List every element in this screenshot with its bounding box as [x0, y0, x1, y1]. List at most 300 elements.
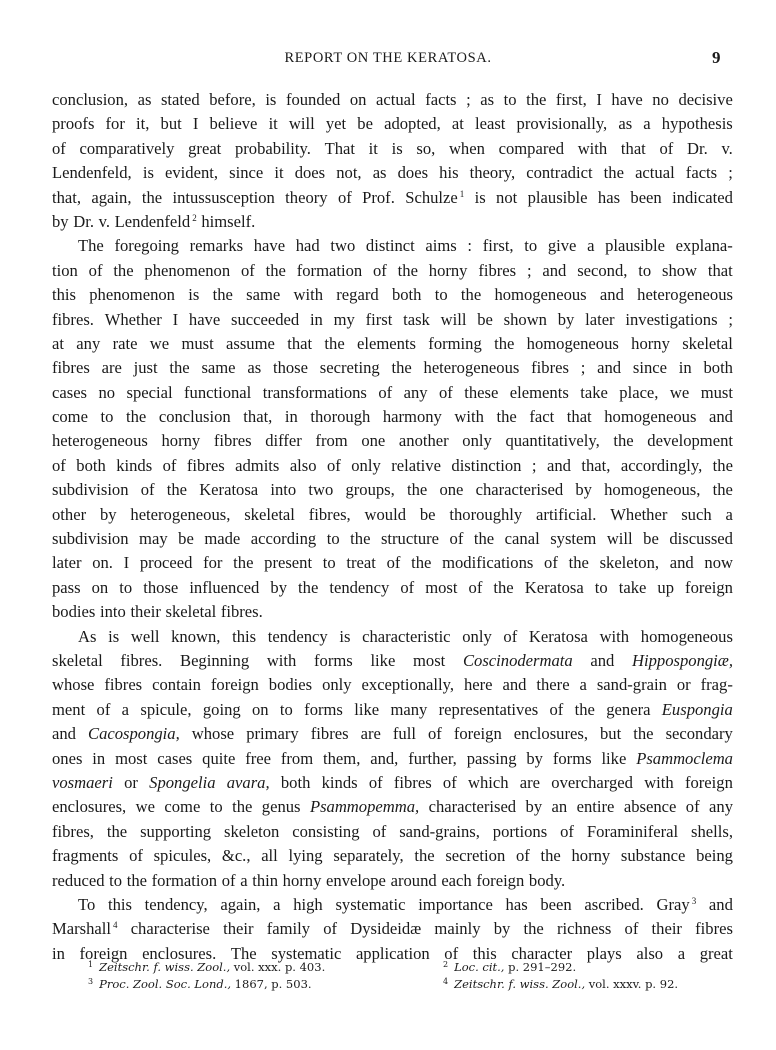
text: shells,	[691, 821, 733, 841]
word	[527, 259, 532, 283]
text: portions	[492, 821, 548, 841]
text: v.	[98, 211, 110, 231]
text: and	[590, 650, 615, 670]
text: characterise	[130, 919, 210, 939]
word	[548, 234, 577, 258]
text: we	[669, 382, 690, 402]
text: mainly	[434, 919, 481, 939]
word	[372, 820, 386, 844]
text: the	[493, 577, 514, 597]
word	[392, 283, 422, 307]
word	[140, 820, 211, 844]
word	[126, 381, 172, 405]
text: bodies	[268, 675, 313, 695]
word	[52, 795, 126, 819]
word	[463, 649, 573, 673]
footnote-source-title: Zeitschr. f. wiss. Zool.,	[454, 977, 586, 991]
text: does	[397, 163, 429, 183]
word	[350, 917, 421, 941]
text: relative	[391, 455, 441, 475]
text: systematic	[271, 943, 342, 963]
text-line	[52, 551, 733, 575]
text: fact	[529, 407, 555, 427]
word	[311, 722, 349, 746]
text: the	[712, 480, 733, 500]
text: thin	[252, 870, 279, 890]
text: v.	[721, 138, 733, 158]
text: accordingly,	[620, 455, 703, 475]
text: artificial.	[536, 504, 597, 524]
text: an	[551, 797, 568, 817]
text-line-words	[52, 795, 733, 819]
text-line	[52, 161, 733, 185]
text: as	[247, 358, 262, 378]
text-line-words	[52, 747, 733, 771]
word	[141, 478, 155, 502]
word	[140, 551, 193, 575]
text: richness	[556, 919, 612, 939]
text: going	[202, 699, 241, 719]
word	[503, 625, 517, 649]
word	[361, 429, 385, 453]
word	[325, 137, 355, 161]
word	[504, 308, 547, 332]
text: plays	[586, 943, 622, 963]
text: thoroughly	[449, 504, 523, 524]
word	[173, 308, 179, 332]
text-line-words	[52, 869, 733, 893]
word	[462, 429, 492, 453]
word	[399, 429, 449, 453]
word	[536, 503, 596, 527]
text: the	[540, 846, 561, 866]
text: and	[52, 724, 76, 744]
word	[536, 673, 569, 697]
word	[526, 88, 546, 112]
text: horny	[428, 260, 468, 280]
word	[203, 698, 241, 722]
text: quantitatively,	[505, 431, 600, 451]
text: but	[160, 114, 182, 134]
word	[569, 551, 589, 575]
text: explana-	[675, 236, 733, 256]
word	[346, 551, 375, 575]
word	[310, 405, 370, 429]
word	[474, 527, 494, 551]
text: of	[442, 772, 457, 792]
word	[621, 137, 646, 161]
page-number: 9	[712, 48, 721, 67]
text: there	[536, 675, 570, 695]
word	[161, 429, 200, 453]
text: first	[365, 309, 393, 329]
word	[443, 771, 457, 795]
text: one	[439, 480, 464, 500]
word	[52, 88, 128, 112]
word	[136, 795, 155, 819]
text: also	[289, 455, 317, 475]
text: is	[108, 626, 120, 646]
text: most	[115, 748, 148, 768]
text: &c.,	[221, 846, 251, 866]
text: elements	[509, 382, 569, 402]
text: Lendenfeld	[114, 211, 191, 231]
word	[580, 381, 608, 405]
text: horny	[282, 870, 322, 890]
word	[600, 551, 659, 575]
text: the	[494, 333, 515, 353]
text: influenced	[189, 577, 260, 597]
text: on.	[92, 553, 113, 573]
word	[633, 356, 667, 380]
text: thorough	[310, 407, 371, 427]
text: foreign	[79, 943, 128, 963]
text: Dr.	[73, 211, 94, 231]
word	[652, 88, 669, 112]
text: the	[212, 285, 233, 305]
text: of	[400, 577, 415, 597]
text-line-words	[52, 429, 733, 453]
word	[223, 917, 253, 941]
word	[394, 771, 432, 795]
text: their	[130, 602, 161, 622]
word	[286, 88, 340, 112]
footnote-reference[interactable]: 3	[691, 895, 697, 906]
word	[581, 454, 610, 478]
text: skeleton	[223, 821, 280, 841]
word	[454, 405, 484, 429]
text: heterogeneous,	[130, 504, 231, 524]
text: horny	[631, 333, 670, 353]
text: theory,	[469, 163, 516, 183]
word	[52, 527, 129, 551]
word	[557, 917, 611, 941]
text: of	[88, 260, 103, 280]
text: by	[557, 309, 575, 329]
word	[571, 844, 610, 868]
word	[52, 820, 94, 844]
text: just	[133, 358, 158, 378]
text: plausible	[605, 236, 666, 256]
word	[581, 356, 586, 380]
text: entire	[576, 797, 615, 817]
footnote-reference[interactable]: 4	[113, 920, 118, 931]
word	[345, 478, 394, 502]
running-title: REPORT ON THE KERATOSA.	[284, 50, 492, 66]
word	[672, 186, 733, 210]
text: or	[676, 675, 691, 695]
text: family	[266, 919, 311, 939]
word	[604, 405, 696, 429]
word	[678, 942, 685, 966]
text: to	[594, 577, 608, 597]
word	[274, 161, 283, 185]
text: by	[99, 504, 117, 524]
text: which	[467, 772, 509, 792]
word	[369, 137, 378, 161]
word	[393, 722, 416, 746]
footnote-mark: 3	[88, 977, 94, 986]
text: the	[113, 260, 134, 280]
word	[265, 88, 276, 112]
word	[439, 381, 453, 405]
text: the	[233, 553, 254, 573]
text: decisive	[678, 90, 733, 109]
text: full	[392, 724, 416, 744]
word	[104, 673, 142, 697]
text: around	[390, 870, 437, 890]
text: homogeneous	[494, 285, 587, 305]
word	[115, 747, 147, 771]
text: task	[403, 309, 430, 329]
word	[52, 551, 81, 575]
word	[619, 576, 647, 600]
text: system	[550, 529, 597, 549]
word	[721, 137, 732, 161]
word	[52, 259, 78, 283]
text-line-words	[52, 527, 733, 551]
word	[547, 454, 571, 478]
text: are	[360, 724, 381, 744]
word	[713, 478, 733, 502]
text: heterogeneous	[637, 285, 733, 305]
word	[442, 551, 533, 575]
text: and	[546, 455, 571, 475]
text: functional	[184, 382, 252, 402]
text: only	[351, 455, 381, 475]
word	[709, 893, 733, 917]
word	[529, 625, 588, 649]
text: heterogeneous	[52, 431, 148, 451]
text: quite	[202, 748, 236, 768]
word	[293, 893, 323, 917]
footnote-reference[interactable]: 2	[192, 212, 197, 223]
text-line-words	[78, 625, 733, 649]
word	[606, 698, 650, 722]
text: the	[613, 431, 634, 451]
footnote-source-title: Loc. cit.,	[454, 960, 505, 974]
text: of	[96, 699, 111, 719]
word	[362, 673, 454, 697]
word	[52, 112, 94, 136]
word	[670, 381, 689, 405]
text: believe	[209, 114, 258, 134]
word	[601, 747, 626, 771]
text: of	[503, 626, 518, 646]
text-line-words	[52, 820, 733, 844]
text: as	[480, 90, 495, 109]
text: fibres	[52, 358, 90, 378]
text: those	[272, 358, 308, 378]
word	[140, 698, 191, 722]
text-line-words	[52, 600, 733, 624]
text: will	[440, 309, 467, 329]
text: assume	[226, 333, 275, 353]
text: and	[542, 260, 567, 280]
word	[190, 234, 243, 258]
word	[52, 356, 90, 380]
text: fibres	[478, 260, 517, 280]
text-line	[52, 893, 733, 917]
text: ascribed.	[584, 894, 644, 914]
italic-text: avara,	[226, 772, 270, 792]
word	[373, 161, 387, 185]
word	[224, 820, 279, 844]
text: tendency	[329, 577, 390, 597]
text: like	[354, 699, 380, 719]
text: compared	[498, 138, 565, 158]
text: Lendenfeld,	[52, 163, 132, 183]
word	[600, 283, 624, 307]
word	[531, 356, 569, 380]
text-line	[52, 527, 733, 551]
text-line-words	[52, 503, 733, 527]
text: all	[261, 846, 278, 866]
text: will	[288, 114, 315, 134]
text: secretion	[445, 846, 506, 866]
word	[130, 503, 230, 527]
word	[52, 942, 65, 966]
word	[235, 137, 311, 161]
text: those	[143, 577, 179, 597]
word	[267, 649, 297, 673]
text: and	[708, 894, 733, 914]
footnote-reference[interactable]: 1	[459, 188, 465, 199]
text: into	[270, 480, 297, 500]
word	[391, 356, 411, 380]
text: this	[472, 943, 497, 963]
word	[662, 698, 733, 722]
text-line-words	[52, 88, 733, 112]
text: whose	[52, 675, 95, 695]
word	[52, 478, 129, 502]
text-line	[52, 259, 733, 283]
word	[227, 771, 270, 795]
text: shown	[503, 309, 547, 329]
word	[577, 259, 627, 283]
text: I	[172, 309, 179, 329]
text: be	[477, 309, 493, 329]
text-line-words	[52, 210, 733, 234]
text-line	[52, 698, 733, 722]
text: only	[322, 675, 352, 695]
text: of	[368, 772, 383, 792]
text: fibres	[393, 772, 432, 792]
text: into	[99, 602, 126, 622]
word	[78, 625, 96, 649]
word	[52, 283, 76, 307]
text: and	[597, 358, 622, 378]
word	[383, 405, 442, 429]
word	[529, 869, 565, 893]
text: characteristic	[362, 626, 451, 646]
word	[676, 234, 733, 258]
text-line	[52, 308, 733, 332]
text: formation	[151, 870, 218, 890]
word	[506, 893, 528, 917]
text: is	[188, 285, 200, 305]
text: may	[139, 529, 168, 549]
word	[695, 917, 733, 941]
text: any	[709, 797, 733, 817]
text: homogeneous	[604, 407, 697, 427]
text: enclosures.	[142, 943, 217, 963]
word	[439, 478, 463, 502]
text: of	[378, 382, 393, 402]
text-line-words	[52, 576, 733, 600]
word	[577, 795, 615, 819]
word	[590, 649, 614, 673]
text: proceed	[139, 553, 193, 573]
word	[333, 844, 403, 868]
text: fibres	[310, 724, 349, 744]
text: overcharged	[551, 772, 633, 792]
text: and,	[370, 748, 399, 768]
word	[497, 405, 517, 429]
text: the	[324, 333, 345, 353]
text: and	[708, 407, 733, 427]
text: Whether	[610, 504, 668, 524]
text: skeletal	[165, 602, 217, 622]
text: on	[91, 577, 109, 597]
word	[131, 917, 210, 941]
word	[243, 405, 272, 429]
text: a	[725, 504, 733, 524]
word	[327, 527, 340, 551]
text-line	[52, 771, 733, 795]
text: these	[464, 382, 499, 402]
word	[709, 795, 733, 819]
text-line	[52, 673, 733, 697]
text: and	[669, 553, 694, 573]
word	[611, 88, 642, 112]
text: evident,	[165, 163, 219, 183]
word	[338, 186, 352, 210]
text: homogeneous	[640, 626, 733, 646]
word	[713, 454, 733, 478]
text: remarks	[189, 236, 244, 256]
text: two	[330, 236, 356, 256]
text: of	[162, 455, 177, 475]
word	[685, 576, 733, 600]
text: great	[188, 138, 222, 158]
word	[643, 527, 659, 551]
word	[209, 88, 256, 112]
word	[88, 722, 180, 746]
word	[647, 429, 733, 453]
text: of	[560, 821, 574, 841]
word	[310, 795, 419, 819]
word	[350, 527, 370, 551]
word	[641, 625, 733, 649]
word	[666, 722, 733, 746]
word	[310, 308, 323, 332]
text-line	[52, 283, 733, 307]
text: groups,	[345, 480, 395, 500]
word	[643, 112, 650, 136]
text: that,	[52, 187, 82, 207]
word	[499, 137, 564, 161]
text: tendency	[267, 626, 328, 646]
text: rate	[112, 333, 138, 353]
text: been	[540, 894, 572, 914]
word	[604, 478, 700, 502]
word	[540, 844, 560, 868]
text: the	[141, 187, 163, 207]
text: canal	[504, 529, 540, 549]
word	[80, 137, 175, 161]
text: according	[250, 529, 317, 549]
